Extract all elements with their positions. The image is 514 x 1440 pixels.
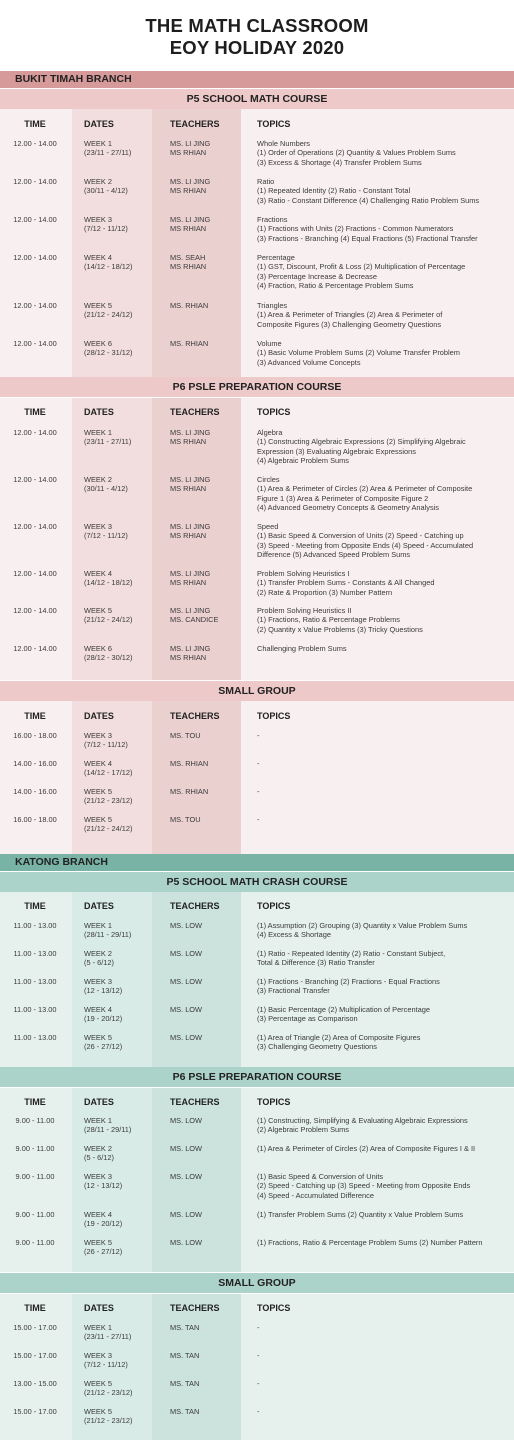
row-dates: WEEK 5 (21/12 - 24/12) [84, 815, 133, 834]
row-topics: Triangles (1) Area & Perimeter of Triangles (2) Area & Perimeter of Composite Figures (3) Challenging Geometry Questions [257, 301, 443, 329]
row-dates: WEEK 4 (14/12 - 18/12) [84, 569, 133, 588]
row-topics: (1) Fractions, Ratio & Percentage Problem Sums (2) Number Pattern [257, 1238, 483, 1247]
row-topics: - [257, 1323, 260, 1332]
column-header-dates: DATES [84, 119, 114, 129]
row-topics: (1) Constructing, Simplifying & Evaluating Algebraic Expressions (2) Algebraic Problem Sums [257, 1116, 468, 1135]
row-teachers: MS. LI JING MS RHIAN [170, 522, 211, 541]
row-time: 12.00 - 14.00 [13, 428, 57, 437]
row-time: 14.00 - 16.00 [13, 787, 57, 796]
row-time: 11.00 - 13.00 [13, 1033, 57, 1042]
row-teachers: MS. TOU [170, 815, 201, 824]
row-topics: (1) Area of Triangle (2) Area of Composite Figures (3) Challenging Geometry Questions [257, 1033, 421, 1052]
row-dates: WEEK 2 (30/11 - 4/12) [84, 475, 128, 494]
row-dates: WEEK 1 (23/11 - 27/11) [84, 139, 132, 158]
course-title-bar: SMALL GROUP [0, 1273, 514, 1293]
row-teachers: MS. LOW [170, 949, 203, 958]
row-teachers: MS. RHIAN [170, 759, 209, 768]
row-teachers: MS. RHIAN [170, 787, 209, 796]
row-time: 11.00 - 13.00 [13, 977, 57, 986]
row-teachers: MS. LOW [170, 921, 203, 930]
page-title-line1: THE MATH CLASSROOM [145, 15, 369, 36]
course-table [0, 701, 514, 854]
column-header-time: TIME [24, 407, 46, 417]
row-dates: WEEK 4 (19 - 20/12) [84, 1005, 123, 1024]
branch-header: BUKIT TIMAH BRANCH [0, 71, 514, 88]
row-time: 13.00 - 15.00 [13, 1379, 57, 1388]
row-topics: - [257, 1407, 260, 1416]
row-teachers: MS. TAN [170, 1407, 200, 1416]
row-dates: WEEK 5 (21/12 - 24/12) [84, 606, 133, 625]
row-teachers: MS. TOU [170, 731, 201, 740]
row-dates: WEEK 1 (28/11 - 29/11) [84, 921, 132, 940]
row-time: 9.00 - 11.00 [15, 1172, 55, 1181]
row-teachers: MS. LOW [170, 1116, 203, 1125]
teachers-column-bg [152, 1294, 241, 1440]
row-time: 9.00 - 11.00 [15, 1238, 55, 1247]
row-topics: Whole Numbers (1) Order of Operations (2) Quantity & Values Problem Sums (3) Excess & Shortage (4) Transfer Problem Sums [257, 139, 456, 167]
row-topics: - [257, 731, 260, 740]
row-topics: - [257, 759, 260, 768]
row-topics: (1) Area & Perimeter of Circles (2) Area of Composite Figures I & II [257, 1144, 476, 1153]
row-teachers: MS. TAN [170, 1379, 200, 1388]
row-topics: - [257, 815, 260, 824]
row-time: 12.00 - 14.00 [13, 644, 57, 653]
row-time: 15.00 - 17.00 [13, 1351, 57, 1360]
page-title [0, 15, 514, 59]
row-dates: WEEK 5 (21/12 - 24/12) [84, 301, 133, 320]
row-time: 12.00 - 14.00 [13, 253, 57, 262]
column-header-topics: TOPICS [257, 901, 291, 911]
row-teachers: MS. LOW [170, 1005, 203, 1014]
column-header-teachers: TEACHERS [170, 901, 220, 911]
row-topics: Challenging Problem Sums [257, 644, 347, 653]
row-time: 15.00 - 17.00 [13, 1323, 57, 1332]
row-dates: WEEK 2 (30/11 - 4/12) [84, 177, 128, 196]
row-time: 11.00 - 13.00 [13, 1005, 57, 1014]
column-header-dates: DATES [84, 407, 114, 417]
row-time: 12.00 - 14.00 [13, 301, 57, 310]
row-dates: WEEK 3 (12 - 13/12) [84, 1172, 123, 1191]
column-header-topics: TOPICS [257, 119, 291, 129]
row-topics: (1) Ratio - Repeated Identity (2) Ratio - Constant Subject, Total & Difference (3) Ratio Transfer [257, 949, 446, 968]
row-dates: WEEK 5 (26 - 27/12) [84, 1238, 123, 1257]
column-header-teachers: TEACHERS [170, 1097, 220, 1107]
row-topics: (1) Assumption (2) Grouping (3) Quantity x Value Problem Sums (4) Excess & Shortage [257, 921, 468, 940]
column-header-time: TIME [24, 119, 46, 129]
column-header-time: TIME [24, 711, 46, 721]
page-title-line2: EOY HOLIDAY 2020 [169, 37, 345, 58]
row-dates: WEEK 2 (5 - 6/12) [84, 949, 114, 968]
row-time: 11.00 - 13.00 [13, 949, 57, 958]
row-time: 15.00 - 17.00 [13, 1407, 57, 1416]
row-teachers: MS. LI JING MS RHIAN [170, 139, 211, 158]
row-topics: Fractions (1) Fractions with Units (2) Fractions - Common Numerators (3) Fractions - Branching (4) Equal Fractions (5) Fractional Transfer [257, 215, 478, 243]
row-time: 14.00 - 16.00 [13, 759, 57, 768]
row-dates: WEEK 5 (21/12 - 23/12) [84, 1407, 133, 1426]
row-topics: Speed (1) Basic Speed & Conversion of Units (2) Speed - Catching up (3) Speed - Meeting from Opposite Ends (4) Speed - Accumulated Difference (5) Advanced Speed Problem Sums [257, 522, 474, 560]
row-dates: WEEK 4 (14/12 - 18/12) [84, 253, 133, 272]
row-teachers: MS. LOW [170, 1210, 203, 1219]
row-time: 12.00 - 14.00 [13, 569, 57, 578]
row-time: 12.00 - 14.00 [13, 522, 57, 531]
row-teachers: MS. LOW [170, 977, 203, 986]
row-teachers: MS. LOW [170, 1033, 203, 1042]
row-teachers: MS. LI JING MS. CANDICE [170, 606, 219, 625]
course-title-bar: P6 PSLE PREPARATION COURSE [0, 377, 514, 397]
row-topics: Problem Solving Heuristics II (1) Fractions, Ratio & Percentage Problems (2) Quantity x Value Problems (3) Tricky Questions [257, 606, 423, 634]
row-teachers: MS. LI JING MS RHIAN [170, 475, 211, 494]
row-time: 12.00 - 14.00 [13, 177, 57, 186]
row-topics: (1) Transfer Problem Sums (2) Quantity x Value Problem Sums [257, 1210, 464, 1219]
course-table [0, 398, 514, 680]
row-teachers: MS. LI JING MS RHIAN [170, 428, 211, 447]
row-time: 9.00 - 11.00 [15, 1210, 55, 1219]
row-teachers: MS. LOW [170, 1238, 203, 1247]
teachers-column-bg [152, 701, 241, 854]
row-time: 16.00 - 18.00 [13, 815, 57, 824]
row-dates: WEEK 3 (7/12 - 11/12) [84, 522, 128, 541]
row-topics: Algebra (1) Constructing Algebraic Expressions (2) Simplifying Algebraic Expression (3) Evaluating Algebraic Expressions (4) Algebraic Problem Sums [257, 428, 466, 466]
branch-header: KATONG BRANCH [0, 854, 514, 871]
row-dates: WEEK 3 (7/12 - 11/12) [84, 215, 128, 234]
row-dates: WEEK 5 (21/12 - 23/12) [84, 1379, 133, 1398]
row-teachers: MS. LI JING MS RHIAN [170, 644, 211, 663]
column-header-dates: DATES [84, 901, 114, 911]
row-dates: WEEK 5 (26 - 27/12) [84, 1033, 123, 1052]
row-dates: WEEK 4 (14/12 - 17/12) [84, 759, 133, 778]
course-title-bar: P5 SCHOOL MATH COURSE [0, 89, 514, 109]
row-topics: Percentage (1) GST, Discount, Profit & Loss (2) Multiplication of Percentage (3) Percentage Increase & Decrease (4) Fraction, Ratio & Percentage Problem Sums [257, 253, 466, 291]
row-dates: WEEK 1 (23/11 - 27/11) [84, 1323, 132, 1342]
column-header-teachers: TEACHERS [170, 119, 220, 129]
column-header-dates: DATES [84, 1097, 114, 1107]
row-dates: WEEK 1 (28/11 - 29/11) [84, 1116, 132, 1135]
row-time: 16.00 - 18.00 [13, 731, 57, 740]
column-header-topics: TOPICS [257, 1303, 291, 1313]
row-topics: - [257, 1351, 260, 1360]
column-header-dates: DATES [84, 1303, 114, 1313]
course-title-bar: P5 SCHOOL MATH CRASH COURSE [0, 872, 514, 892]
row-dates: WEEK 6 (28/12 - 31/12) [84, 339, 133, 358]
row-teachers: MS. LOW [170, 1144, 203, 1153]
row-time: 12.00 - 14.00 [13, 215, 57, 224]
column-header-teachers: TEACHERS [170, 407, 220, 417]
row-time: 12.00 - 14.00 [13, 139, 57, 148]
row-topics: Ratio (1) Repeated Identity (2) Ratio - Constant Total (3) Ratio - Constant Difference (4) Challenging Ratio Problem Sums [257, 177, 480, 205]
column-header-teachers: TEACHERS [170, 1303, 220, 1313]
row-time: 9.00 - 11.00 [15, 1116, 55, 1125]
row-dates: WEEK 3 (7/12 - 11/12) [84, 1351, 128, 1370]
row-topics: (1) Basic Speed & Conversion of Units (2) Speed - Catching up (3) Speed - Meeting from Opposite Ends (4) Speed - Accumulated Difference [257, 1172, 471, 1200]
row-dates: WEEK 1 (23/11 - 27/11) [84, 428, 132, 447]
course-title-bar: P6 PSLE PREPARATION COURSE [0, 1067, 514, 1087]
row-time: 9.00 - 11.00 [15, 1144, 55, 1153]
row-teachers: MS. LI JING MS RHIAN [170, 215, 211, 234]
row-dates: WEEK 6 (28/12 - 30/12) [84, 644, 133, 663]
course-table [0, 892, 514, 1067]
row-time: 12.00 - 14.00 [13, 339, 57, 348]
row-topics: Problem Solving Heuristics I (1) Transfer Problem Sums - Constants & All Changed (2) Rate & Proportion (3) Number Pattern [257, 569, 435, 597]
row-time: 12.00 - 14.00 [13, 606, 57, 615]
row-teachers: MS. RHIAN [170, 339, 209, 348]
row-dates: WEEK 3 (7/12 - 11/12) [84, 731, 128, 750]
column-header-time: TIME [24, 1303, 46, 1313]
row-topics: Circles (1) Area & Perimeter of Circles (2) Area & Perimeter of Composite Figure 1 (3) Area & Perimeter of Composite Figure 2 (4) Advanced Geometry Concepts & Geometry Analysis [257, 475, 473, 513]
row-topics: Volume (1) Basic Volume Problem Sums (2) Volume Transfer Problem (3) Advanced Volume Concepts [257, 339, 460, 367]
row-topics: - [257, 787, 260, 796]
row-dates: WEEK 2 (5 - 6/12) [84, 1144, 114, 1163]
row-topics: (1) Fractions - Branching (2) Fractions - Equal Fractions (3) Fractional Transfer [257, 977, 440, 996]
course-table [0, 1294, 514, 1440]
row-topics: (1) Basic Percentage (2) Multiplication of Percentage (3) Percentage as Comparison [257, 1005, 430, 1024]
row-teachers: MS. LI JING MS RHIAN [170, 177, 211, 196]
row-teachers: MS. LI JING MS RHIAN [170, 569, 211, 588]
course-table [0, 1088, 514, 1272]
row-teachers: MS. TAN [170, 1323, 200, 1332]
row-time: 11.00 - 13.00 [13, 921, 57, 930]
row-teachers: MS. TAN [170, 1351, 200, 1360]
row-topics: - [257, 1379, 260, 1388]
column-header-topics: TOPICS [257, 711, 291, 721]
row-time: 12.00 - 14.00 [13, 475, 57, 484]
row-dates: WEEK 4 (19 - 20/12) [84, 1210, 123, 1229]
row-dates: WEEK 3 (12 - 13/12) [84, 977, 123, 996]
column-header-topics: TOPICS [257, 407, 291, 417]
row-teachers: MS. RHIAN [170, 301, 209, 310]
row-teachers: MS. LOW [170, 1172, 203, 1181]
column-header-teachers: TEACHERS [170, 711, 220, 721]
course-table [0, 109, 514, 377]
column-header-topics: TOPICS [257, 1097, 291, 1107]
course-title-bar: SMALL GROUP [0, 681, 514, 701]
row-dates: WEEK 5 (21/12 - 23/12) [84, 787, 133, 806]
column-header-time: TIME [24, 901, 46, 911]
row-teachers: MS. SEAH MS RHIAN [170, 253, 207, 272]
column-header-time: TIME [24, 1097, 46, 1107]
column-header-dates: DATES [84, 711, 114, 721]
